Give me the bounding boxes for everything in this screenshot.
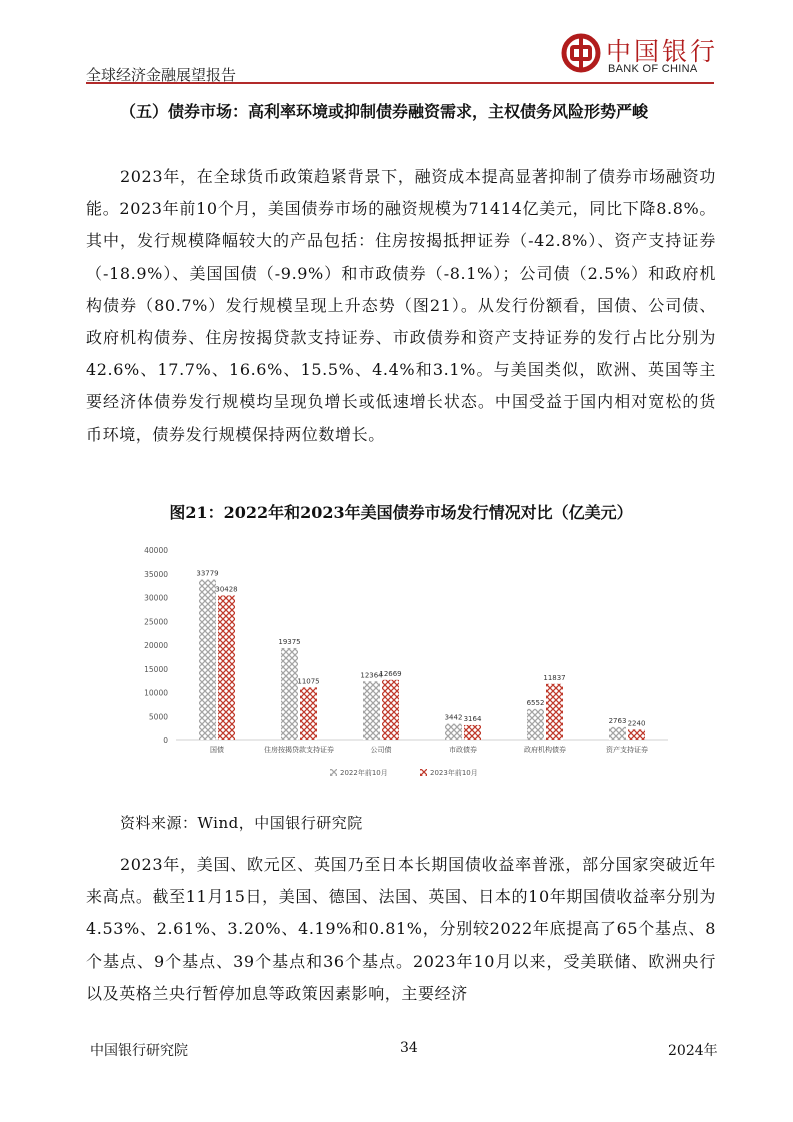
legend-label: 2022年前10月 — [340, 769, 388, 777]
paragraph-bond-financing: 2023年，在全球货币政策趋紧背景下，融资成本提高显著抑制了债券市场融资功能。2023年前10个月，美国债券市场的融资规模为71414亿美元，同比下降8.8%。其中，发行规模降幅较大的产品包括：住房按揭抵押证券（-42.8%）、资产支持证券（-18.9%）、美国国债（-9.9%）和市政债券（-8.1%）；公司债（2.5%）和政府机构债券（80.7%）发行规模呈现上升态势（图21）。从发行份额看，国债、公司债、政府机构债券、住房按揭贷款支持证券、市政债券和资产支持证券的发行占比分别为42.6%、17.7%、16.6%、15.5%、4.4%和3.1%。与美国类似，欧洲、英国等主要经济体债券发行规模均呈现负增长或低速增长状态。中国受益于国内相对宽松的货币环境，债券发行规模保持两位数增长。 — [86, 167, 716, 444]
y-tick-label: 15000 — [144, 664, 168, 674]
y-tick-label: 5000 — [148, 712, 168, 722]
figure-source: 资料来源：Wind，中国银行研究院 — [120, 814, 363, 832]
data-label: 2240 — [627, 719, 646, 728]
bank-of-china-emblem-icon — [560, 32, 602, 74]
y-tick-label: 0 — [163, 736, 168, 745]
bar — [628, 729, 645, 740]
bar — [464, 725, 481, 740]
logo-name-en: BANK OF CHINA — [608, 63, 698, 75]
figure-title: 图21：2022年和2023年美国债券市场发行情况对比（亿美元） — [169, 503, 633, 522]
data-label: 6552 — [526, 698, 545, 707]
y-tick-label: 10000 — [144, 688, 168, 698]
data-label: 11075 — [297, 677, 320, 686]
legend-swatch — [330, 769, 337, 776]
page-number: 34 — [400, 1040, 418, 1056]
data-label: 33779 — [196, 569, 219, 578]
bar — [445, 724, 462, 740]
y-tick-label: 40000 — [144, 546, 168, 555]
footer-year: 2024年 — [668, 1043, 718, 1059]
data-label: 11837 — [543, 673, 566, 682]
data-label: 3164 — [463, 714, 482, 723]
x-tick-label: 国债 — [210, 746, 224, 754]
data-label: 3442 — [444, 713, 463, 722]
x-tick-label: 公司债 — [370, 746, 392, 754]
paragraph-bond-yields: 2023年，美国、欧元区、英国乃至日本长期国债收益率普涨，部分国家突破近年来高点。截至11月15日，美国、德国、法国、英国、日本的10年期国债收益率分别为4.53%、2.61%、3.20%、4.19%和0.81%，分别较2022年底提高了65个基点、8个基点、9个基点、39个基点和36个基点。2023年10月以来，受美联储、欧洲央行以及英格兰央行暂停加息等政策因素影响，主要经济 — [86, 855, 716, 1003]
bar — [609, 727, 626, 740]
bar — [363, 681, 380, 740]
x-tick-label: 资产支持证券 — [606, 746, 648, 754]
y-tick-label: 25000 — [144, 617, 168, 627]
bar — [546, 684, 563, 740]
y-tick-label: 20000 — [144, 641, 168, 650]
footer-org: 中国银行研究院 — [90, 1043, 188, 1059]
data-label: 12669 — [379, 669, 402, 678]
data-label: 12364 — [360, 671, 383, 680]
bar — [281, 648, 298, 740]
legend-swatch — [420, 769, 427, 776]
x-tick-label: 市政债券 — [449, 746, 477, 754]
bar — [382, 680, 399, 740]
bank-logo — [560, 30, 720, 82]
bar — [300, 687, 317, 740]
data-label: 19375 — [278, 637, 301, 646]
bar — [527, 709, 544, 740]
logo-name-cn: 中国银行 — [606, 37, 719, 66]
report-title: 全球经济金融展望报告 — [86, 66, 237, 84]
bar — [218, 595, 235, 740]
section-heading: （五）债券市场：高利率环境或抑制债券融资需求，主权债务风险形势严峻 — [120, 102, 649, 121]
data-label: 2763 — [608, 716, 627, 725]
legend-label: 2023年前10月 — [430, 769, 478, 777]
x-tick-label: 住房按揭贷款支持证券 — [264, 746, 334, 754]
data-label: 30428 — [215, 585, 238, 594]
bar — [199, 580, 216, 740]
x-tick-label: 政府机构债券 — [524, 746, 566, 754]
y-tick-label: 35000 — [144, 569, 168, 579]
y-tick-label: 30000 — [144, 593, 168, 603]
header-rule — [86, 82, 714, 84]
bond-issuance-bar-chart — [118, 538, 678, 788]
